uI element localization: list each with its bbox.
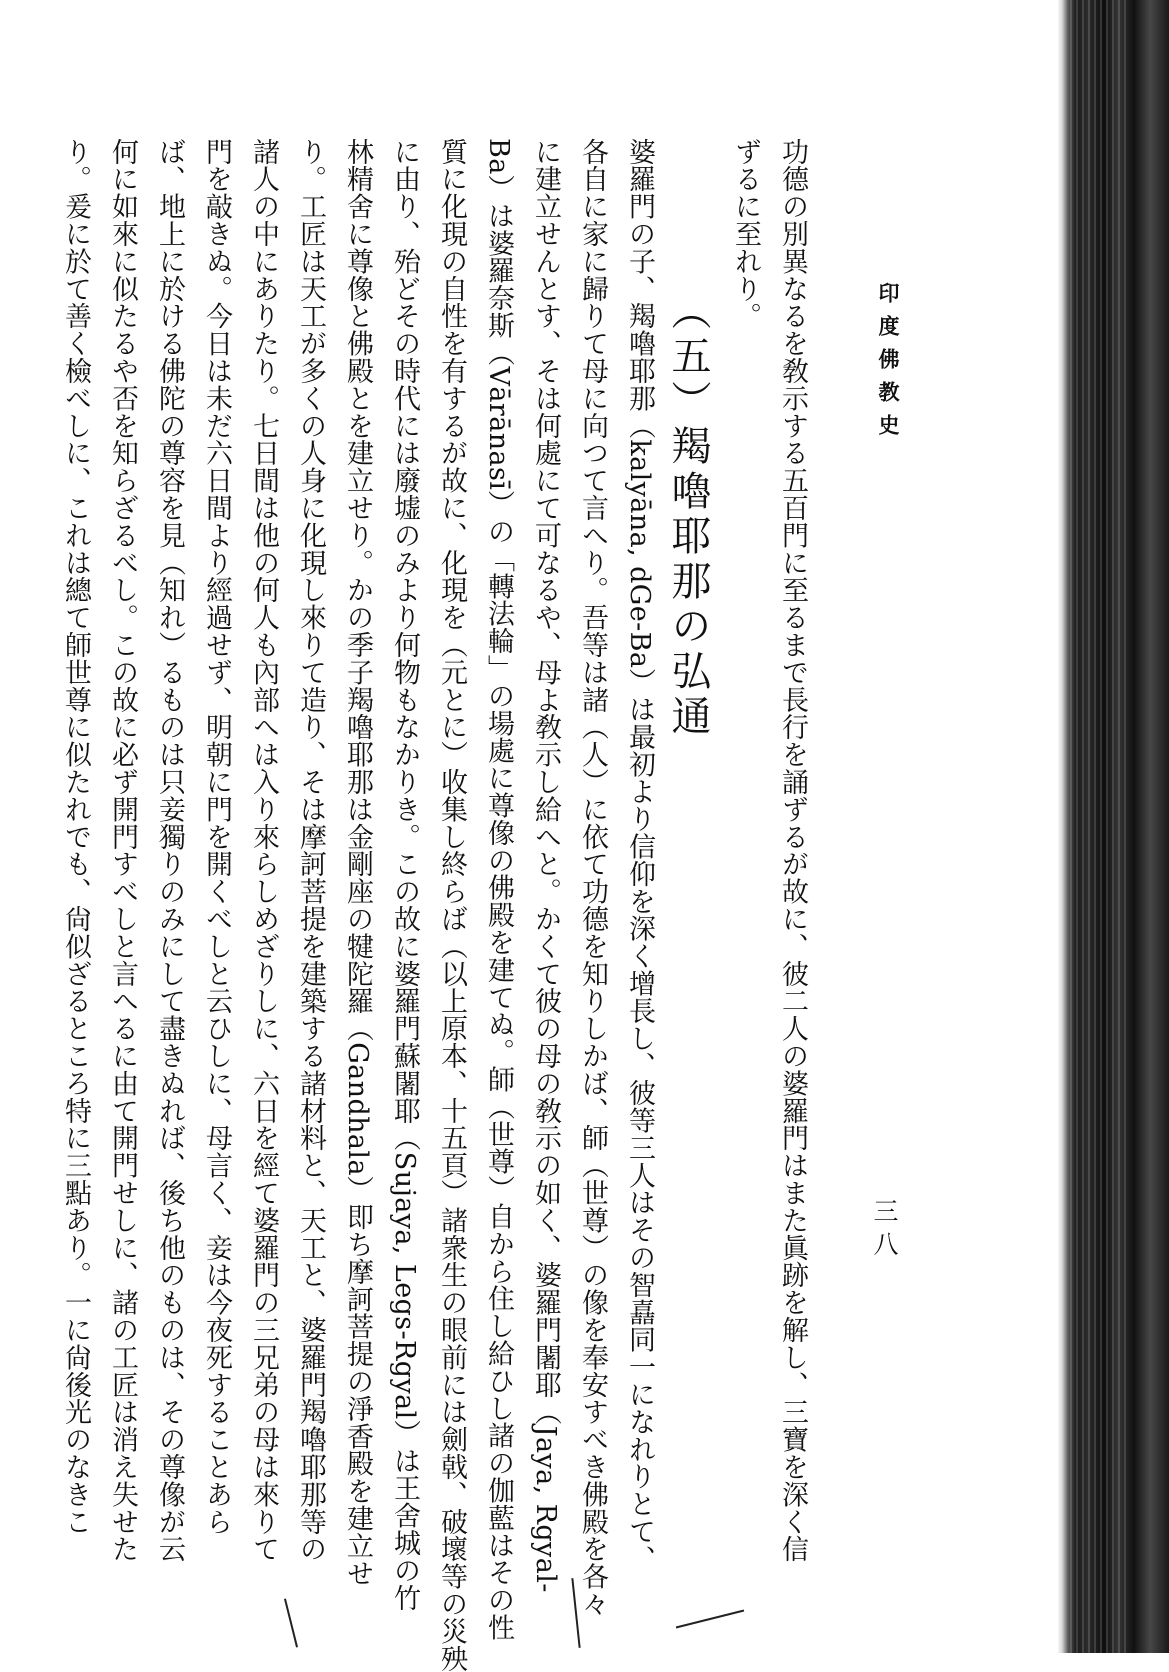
running-head: 印度佛教史	[876, 282, 901, 447]
body-line: に建立せんとす、そは何處にて可なるや、母よ敎示し給へと。かくて彼の母の敎示の如く、婆羅門闍耶（Jaya, Rgyal-	[530, 138, 561, 1593]
section-heading: （五）羯嚕耶那の弘通	[665, 290, 711, 740]
body-line: り。工匠は天工が多くの人身に化現し來りて造り、そは摩訶菩提を建築する諸材料と、天工と、婆羅門羯嚕耶那等の	[295, 138, 326, 1563]
page-number: 三八	[870, 1198, 899, 1264]
intro-line: 功德の別異なるを敎示する五百門に至るまで長行を誦ずるが故に、彼二人の婆羅門はまた眞跡を解し、三寶を深く信	[777, 138, 808, 1563]
body-line: 林精舍に尊像と佛殿とを建立せり。かの季子羯嚕耶那は金剛座の犍陀羅（Gandhala）即ち摩訶菩提の淨香殿を建立せ	[342, 138, 373, 1587]
body-line: 諸人の中にありたり。七日間は他の何人も內部へは入り來らしめざりしに、六日を經て婆羅門の三兄弟の母は來りて	[248, 138, 279, 1563]
body-line: ば、地上に於ける佛陀の尊容を見（知れ）るものは只妾獨りのみにして盡きぬれば、後ち他のものは、その尊像が云	[154, 138, 185, 1563]
scan-mark	[676, 1610, 744, 1629]
body-line: 何に如來に似たるや否を知らざるべし。この故に必ず開門すべしと言へるに由て開門せしに、諸の工匠は消え失せた	[107, 138, 138, 1563]
body-line: に由り、殆どその時代には廢墟のみより何物もなかりき。この故に婆羅門蘇闍耶（Sujaya, Legs-Rgyal）は王舍城の竹	[389, 138, 420, 1612]
body-line: Ba）は婆羅奈斯（Vārānasī）の「轉法輪」の場處に尊像の佛殿を建てぬ。師（世尊）自から住し給ひし諸の伽藍はその性	[483, 138, 514, 1642]
body-line: 各自に家に歸りて母に向つて言へり。吾等は諸（人）に依て功德を知りしかば、師（世尊）の像を奉安すべき佛殿を各々	[577, 138, 608, 1618]
body-line: 門を敲きぬ。今日は未だ六日間より經過せず、明朝に門を開くべしと云ひしに、母言く、妾は今夜死することあら	[201, 138, 232, 1536]
page-edges	[1066, 0, 1126, 1653]
body-line: 婆羅門の子、羯嚕耶那（kalyāna, dGe-Ba）は最初より信仰を深く增長し、彼等三人はその智嚞同一になれりとて、	[624, 138, 655, 1573]
intro-line: ずるに至れり。	[730, 138, 761, 330]
body-line: り。爰に於て善く檢べしに、これは總て師世尊に似たれでも、尙似ざるところ特に三點あり。一に尙後光のなきこ	[60, 138, 91, 1536]
body-line: 質に化現の自性を有するが故に、化現を（元とに）收集し終らば（以上原本、十五頁）諸衆生の眼前には劍戟、破壞等の災殃	[436, 138, 467, 1672]
scan-mark	[284, 1599, 298, 1648]
